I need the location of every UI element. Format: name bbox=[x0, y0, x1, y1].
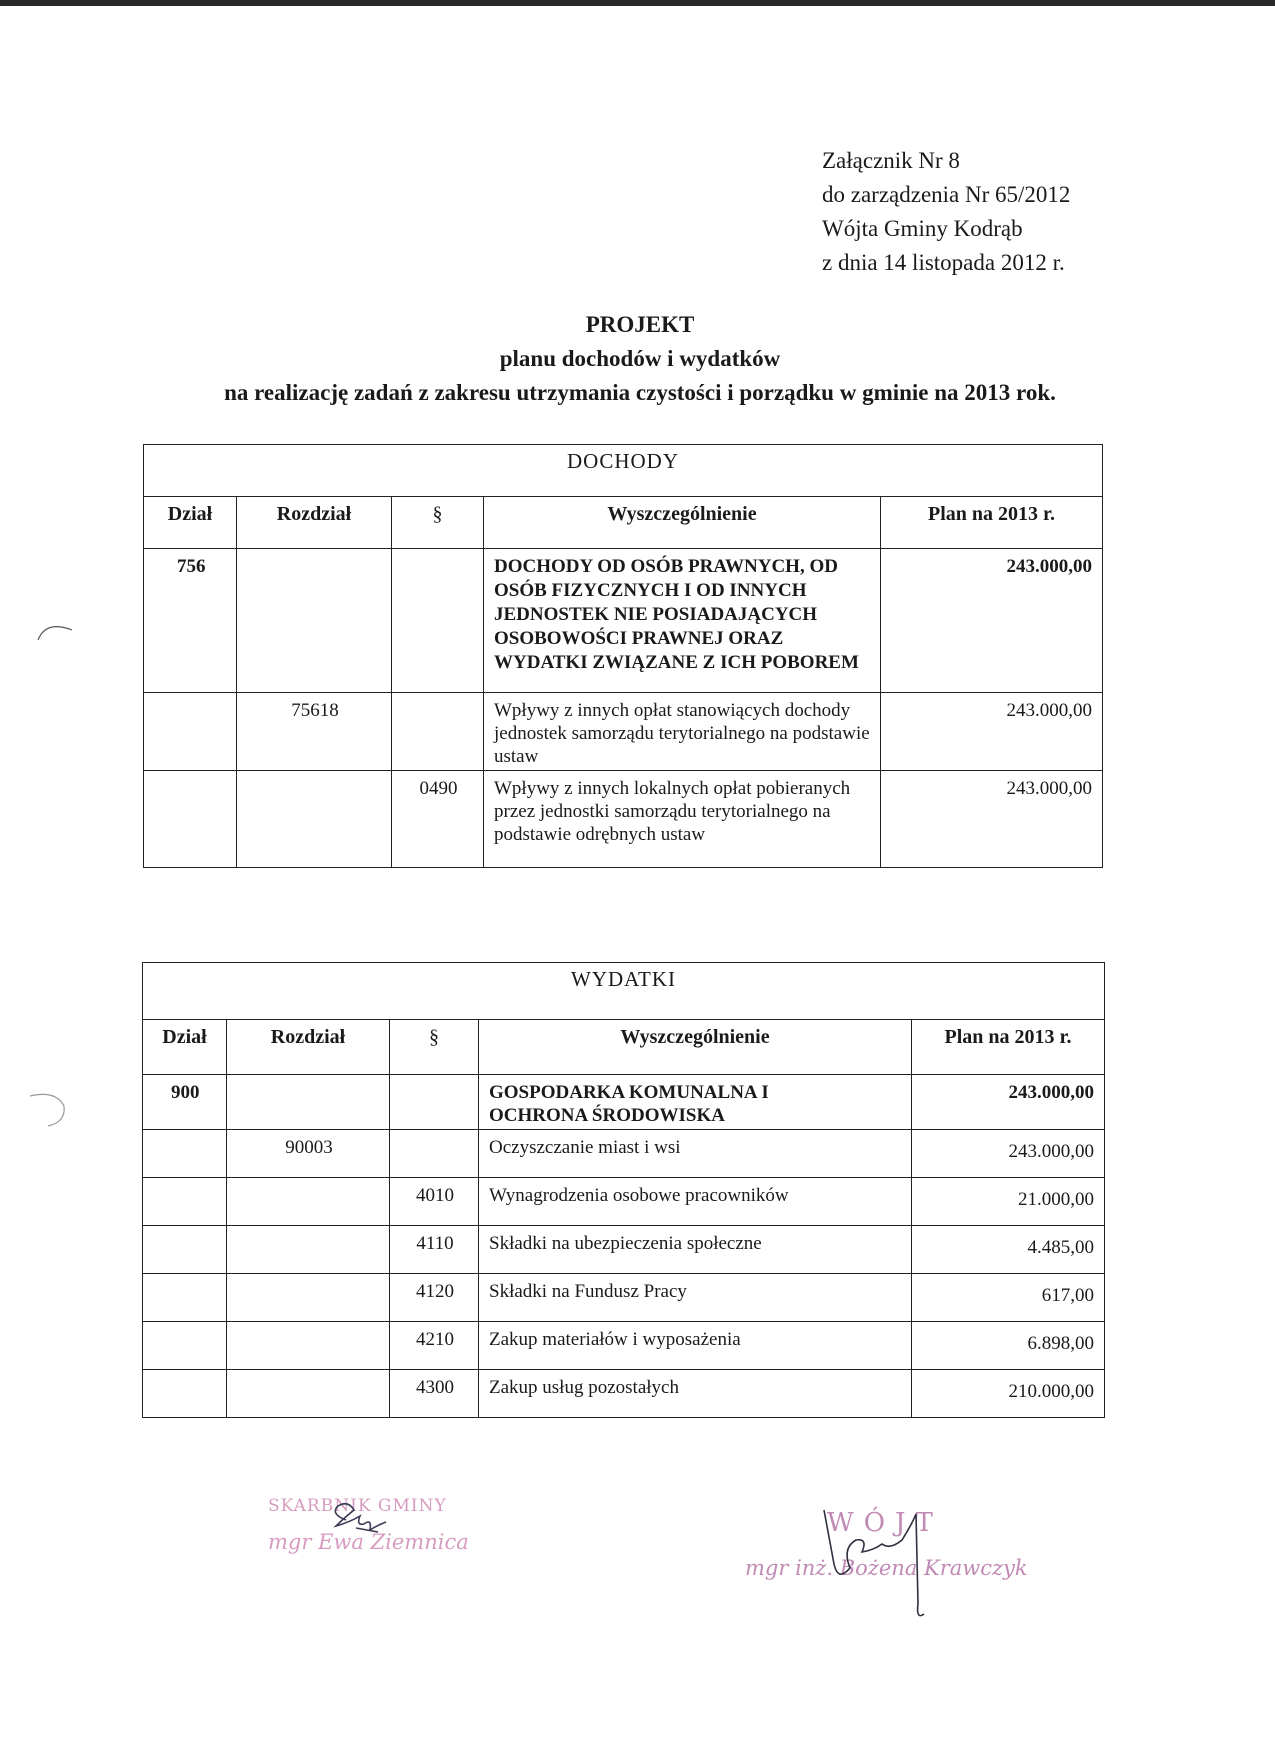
table-row bbox=[144, 549, 1103, 693]
expenses-header-paragraf: § bbox=[390, 1020, 479, 1075]
row-dzial bbox=[143, 1370, 227, 1418]
table-row bbox=[143, 1075, 1105, 1130]
row-rozdzial bbox=[227, 1075, 390, 1130]
row-plan: 243.000,00 bbox=[881, 549, 1103, 693]
row-plan: 243.000,00 bbox=[881, 693, 1103, 771]
skarbnik-signature bbox=[316, 1496, 406, 1546]
annex-line-3: Wójta Gminy Kodrąb bbox=[822, 216, 1023, 241]
skarbnik-role: SKARBNIK GMINY bbox=[268, 1496, 447, 1516]
row-opis: Zakup usług pozostałych bbox=[479, 1370, 912, 1418]
row-dzial: 900 bbox=[143, 1075, 227, 1130]
title-line-1: PROJEKT bbox=[585, 312, 695, 337]
punch-hole-mark-bottom bbox=[26, 1088, 72, 1134]
annex-line-4: z dnia 14 listopada 2012 r. bbox=[822, 250, 1065, 275]
row-opis: Wpływy z innych lokalnych opłat pobieranych przez jednostki samorządu terytorialnego na podstawie odrębnych ustaw bbox=[484, 771, 881, 868]
row-rozdzial bbox=[227, 1274, 390, 1322]
row-paragraf bbox=[392, 693, 484, 771]
scan-top-edge bbox=[0, 0, 1275, 6]
row-opis: Składki na ubezpieczenia społeczne bbox=[479, 1226, 912, 1274]
skarbnik-name: mgr Ewa Ziemnica bbox=[268, 1530, 469, 1554]
row-dzial bbox=[143, 1178, 227, 1226]
income-header-paragraf: § bbox=[392, 497, 484, 549]
punch-hole-mark-top bbox=[36, 618, 76, 642]
row-dzial bbox=[143, 1226, 227, 1274]
expenses-section-title: WYDATKI bbox=[143, 963, 1105, 1020]
document-title bbox=[140, 308, 1140, 410]
annex-line-1: Załącznik Nr 8 bbox=[822, 148, 960, 173]
row-rozdzial bbox=[227, 1370, 390, 1418]
row-dzial bbox=[144, 771, 237, 868]
row-opis: Wpływy z innych opłat stanowiących dochody jednostek samorządu terytorialnego na podstawie ustaw bbox=[484, 693, 881, 771]
row-rozdzial bbox=[227, 1322, 390, 1370]
expenses-table bbox=[142, 962, 1105, 1418]
expenses-header-opis: Wyszczególnienie bbox=[479, 1020, 912, 1075]
row-opis: Oczyszczanie miast i wsi bbox=[479, 1130, 912, 1178]
row-plan: 617,00 bbox=[912, 1274, 1105, 1322]
table-row bbox=[143, 1322, 1105, 1370]
row-plan: 243.000,00 bbox=[881, 771, 1103, 868]
table-row bbox=[143, 1226, 1105, 1274]
row-plan: 210.000,00 bbox=[912, 1370, 1105, 1418]
row-rozdzial: 90003 bbox=[227, 1130, 390, 1178]
table-row bbox=[143, 1274, 1105, 1322]
row-rozdzial bbox=[227, 1226, 390, 1274]
table-row bbox=[144, 771, 1103, 868]
row-opis: DOCHODY OD OSÓB PRAWNYCH, OD OSÓB FIZYCZNYCH I OD INNYCH JEDNOSTEK NIE POSIADAJĄCYCH OSOBOWOŚCI PRAWNEJ ORAZ WYDATKI ZWIĄZANE Z ICH POBOREM bbox=[484, 549, 881, 693]
row-rozdzial: 75618 bbox=[237, 693, 392, 771]
row-paragraf: 4110 bbox=[390, 1226, 479, 1274]
income-header-dzial: Dział bbox=[144, 497, 237, 549]
row-paragraf bbox=[392, 549, 484, 693]
annex-header bbox=[822, 144, 1070, 280]
income-section-title: DOCHODY bbox=[144, 445, 1103, 497]
row-opis: Składki na Fundusz Pracy bbox=[479, 1274, 912, 1322]
title-line-2: planu dochodów i wydatków bbox=[499, 346, 781, 371]
title-line-3: na realizację zadań z zakresu utrzymania czystości i porządku w gminie na 2013 rok. bbox=[224, 380, 1056, 405]
row-paragraf: 4120 bbox=[390, 1274, 479, 1322]
row-opis: Zakup materiałów i wyposażenia bbox=[479, 1322, 912, 1370]
row-opis: GOSPODARKA KOMUNALNA I OCHRONA ŚRODOWISKA bbox=[479, 1075, 912, 1130]
row-plan: 4.485,00 bbox=[912, 1226, 1105, 1274]
income-table bbox=[143, 444, 1103, 868]
row-rozdzial bbox=[237, 549, 392, 693]
wojt-name: mgr inż. Bożena Krawczyk bbox=[745, 1556, 1028, 1580]
row-dzial bbox=[144, 693, 237, 771]
row-paragraf: 0490 bbox=[392, 771, 484, 868]
expenses-header-rozdzial: Rozdział bbox=[227, 1020, 390, 1075]
row-paragraf: 4300 bbox=[390, 1370, 479, 1418]
row-paragraf: 4010 bbox=[390, 1178, 479, 1226]
row-paragraf bbox=[390, 1130, 479, 1178]
row-plan: 243.000,00 bbox=[912, 1130, 1105, 1178]
table-row bbox=[143, 1130, 1105, 1178]
row-paragraf bbox=[390, 1075, 479, 1130]
wojt-role: WÓJT bbox=[827, 1508, 943, 1538]
table-row bbox=[143, 1178, 1105, 1226]
annex-line-2: do zarządzenia Nr 65/2012 bbox=[822, 182, 1071, 207]
table-row bbox=[143, 1370, 1105, 1418]
row-plan: 6.898,00 bbox=[912, 1322, 1105, 1370]
row-dzial: 756 bbox=[144, 549, 237, 693]
row-plan: 21.000,00 bbox=[912, 1178, 1105, 1226]
row-rozdzial bbox=[227, 1178, 390, 1226]
row-paragraf: 4210 bbox=[390, 1322, 479, 1370]
row-opis: Wynagrodzenia osobowe pracowników bbox=[479, 1178, 912, 1226]
row-dzial bbox=[143, 1274, 227, 1322]
row-dzial bbox=[143, 1130, 227, 1178]
row-plan: 243.000,00 bbox=[912, 1075, 1105, 1130]
income-header-plan: Plan na 2013 r. bbox=[881, 497, 1103, 549]
wojt-signature bbox=[812, 1504, 952, 1624]
expenses-header-dzial: Dział bbox=[143, 1020, 227, 1075]
row-dzial bbox=[143, 1322, 227, 1370]
income-header-opis: Wyszczególnienie bbox=[484, 497, 881, 549]
expenses-header-plan: Plan na 2013 r. bbox=[912, 1020, 1105, 1075]
table-row bbox=[144, 693, 1103, 771]
income-header-rozdzial: Rozdział bbox=[237, 497, 392, 549]
row-rozdzial bbox=[237, 771, 392, 868]
